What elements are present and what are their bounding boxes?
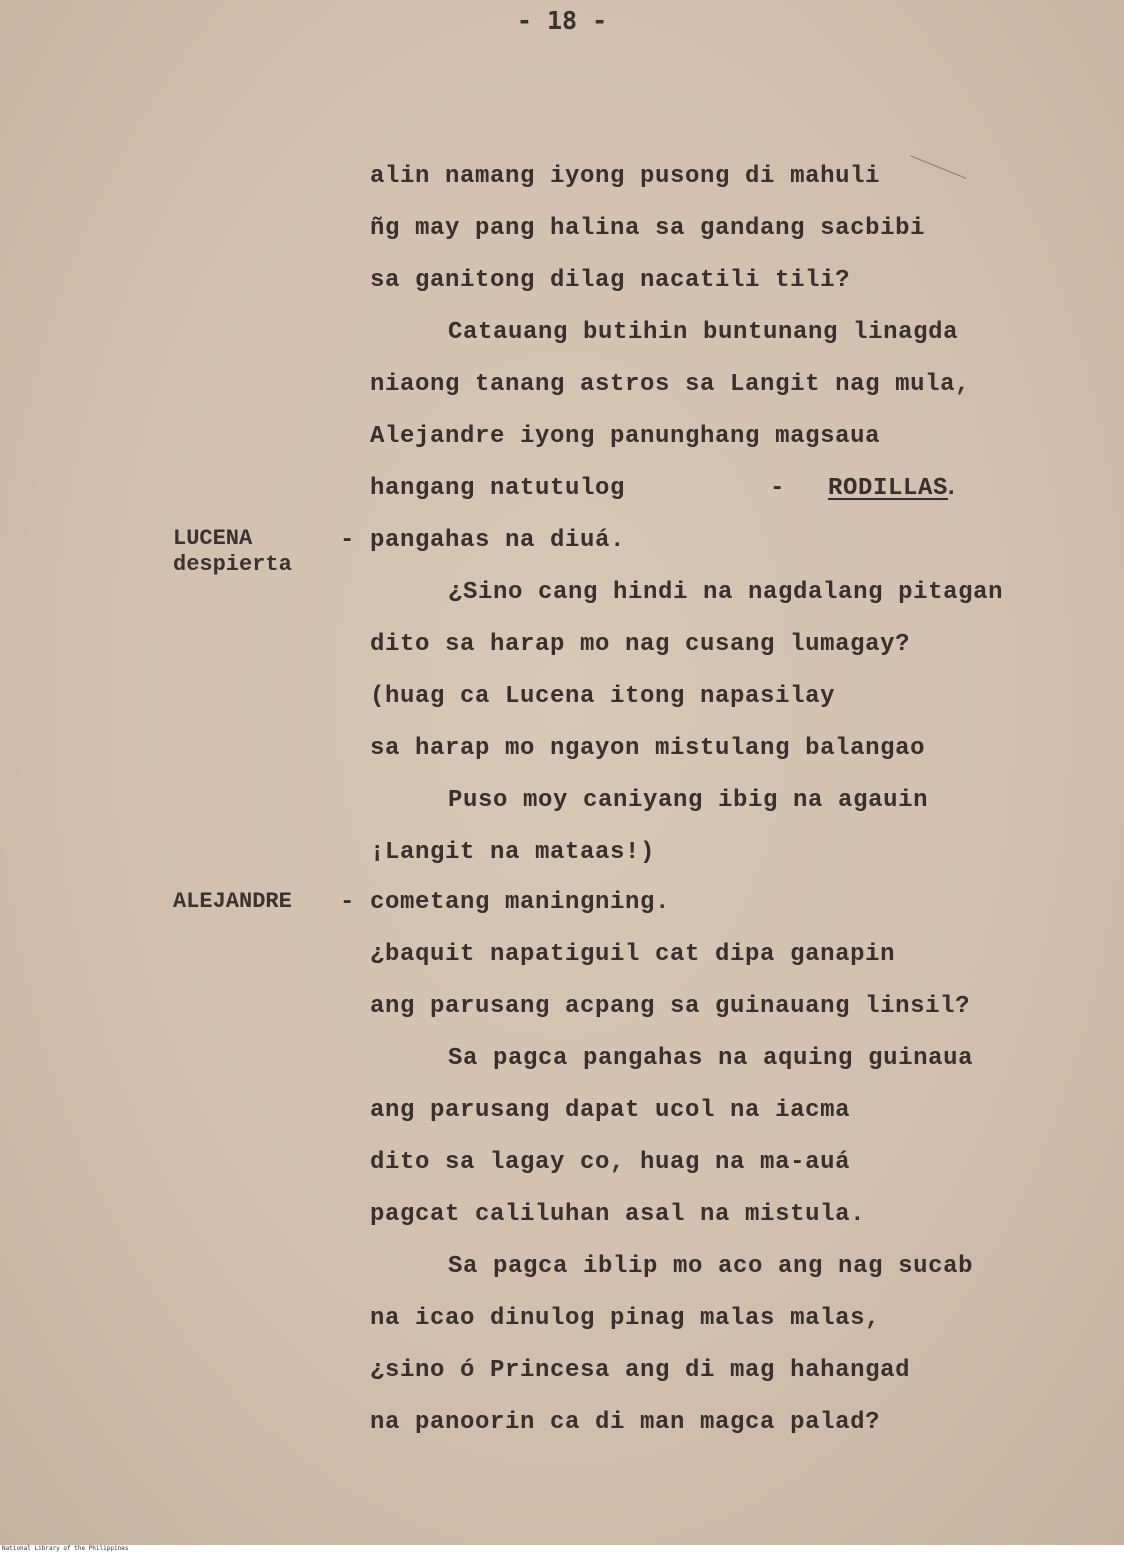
verse-line: Sa pagca iblip mo aco ang nag sucab	[448, 1253, 974, 1280]
verse-line: pagcat caliluhan asal na mistula.	[370, 1201, 866, 1228]
verse-line: hangang natutulog	[370, 475, 626, 502]
verse-line: ang parusang acpang sa guinauang linsil?	[370, 993, 971, 1020]
verse-line: ¿baquit napatiguil cat dipa ganapin	[370, 941, 896, 968]
verse-line: niaong tanang astros sa Langit nag mula,	[370, 371, 971, 398]
speaker-name: LUCENA	[173, 526, 253, 551]
verse-line: na icao dinulog pinag malas malas,	[370, 1305, 881, 1332]
verse-line: alin namang iyong pusong di mahuli	[370, 163, 881, 190]
verse-line: sa ganitong dilag nacatili tili?	[370, 267, 851, 294]
verse-line: - pangahas na diuá.	[340, 527, 626, 554]
verse-line: na panoorin ca di man magca palad?	[370, 1409, 881, 1436]
verse-line: ¿sino ó Princesa ang di mag hahangad	[370, 1357, 911, 1384]
paper-tear	[894, 155, 967, 220]
verse-line: Alejandre iyong panunghang magsaua	[370, 423, 881, 450]
footer-credit: National Library of the Philippines	[0, 1545, 1124, 1553]
dash: -	[770, 475, 786, 502]
verse-line: (huag ca Lucena itong napasilay	[370, 683, 836, 710]
verse-line: Sa pagca pangahas na aquing guinaua	[448, 1045, 974, 1072]
verse-line: ¡Langit na mataas!)	[370, 839, 656, 866]
period: .	[944, 475, 960, 502]
verse-line: - cometang maningning.	[340, 889, 671, 916]
verse-line: Puso moy caniyang ibig na agauin	[448, 787, 929, 814]
page-number: - 18 -	[516, 6, 608, 35]
speaker-note: despierta	[173, 552, 292, 577]
verse-line: ang parusang dapat ucol na iacma	[370, 1097, 851, 1124]
verse-line: ñg may pang halina sa gandang sacbibi	[370, 215, 926, 242]
verse-line: ¿Sino cang hindi na nagdalang pitagan	[448, 579, 1004, 606]
verse-line: Catauang butihin buntunang linagda	[448, 319, 959, 346]
verse-line: dito sa harap mo nag cusang lumagay?	[370, 631, 911, 658]
verse-line: sa harap mo ngayon mistulang balangao	[370, 735, 926, 762]
verse-line: dito sa lagay co, huag na ma-auá	[370, 1149, 851, 1176]
speaker-name: ALEJANDRE	[173, 889, 292, 914]
stage-direction: RODILLAS	[828, 475, 949, 502]
